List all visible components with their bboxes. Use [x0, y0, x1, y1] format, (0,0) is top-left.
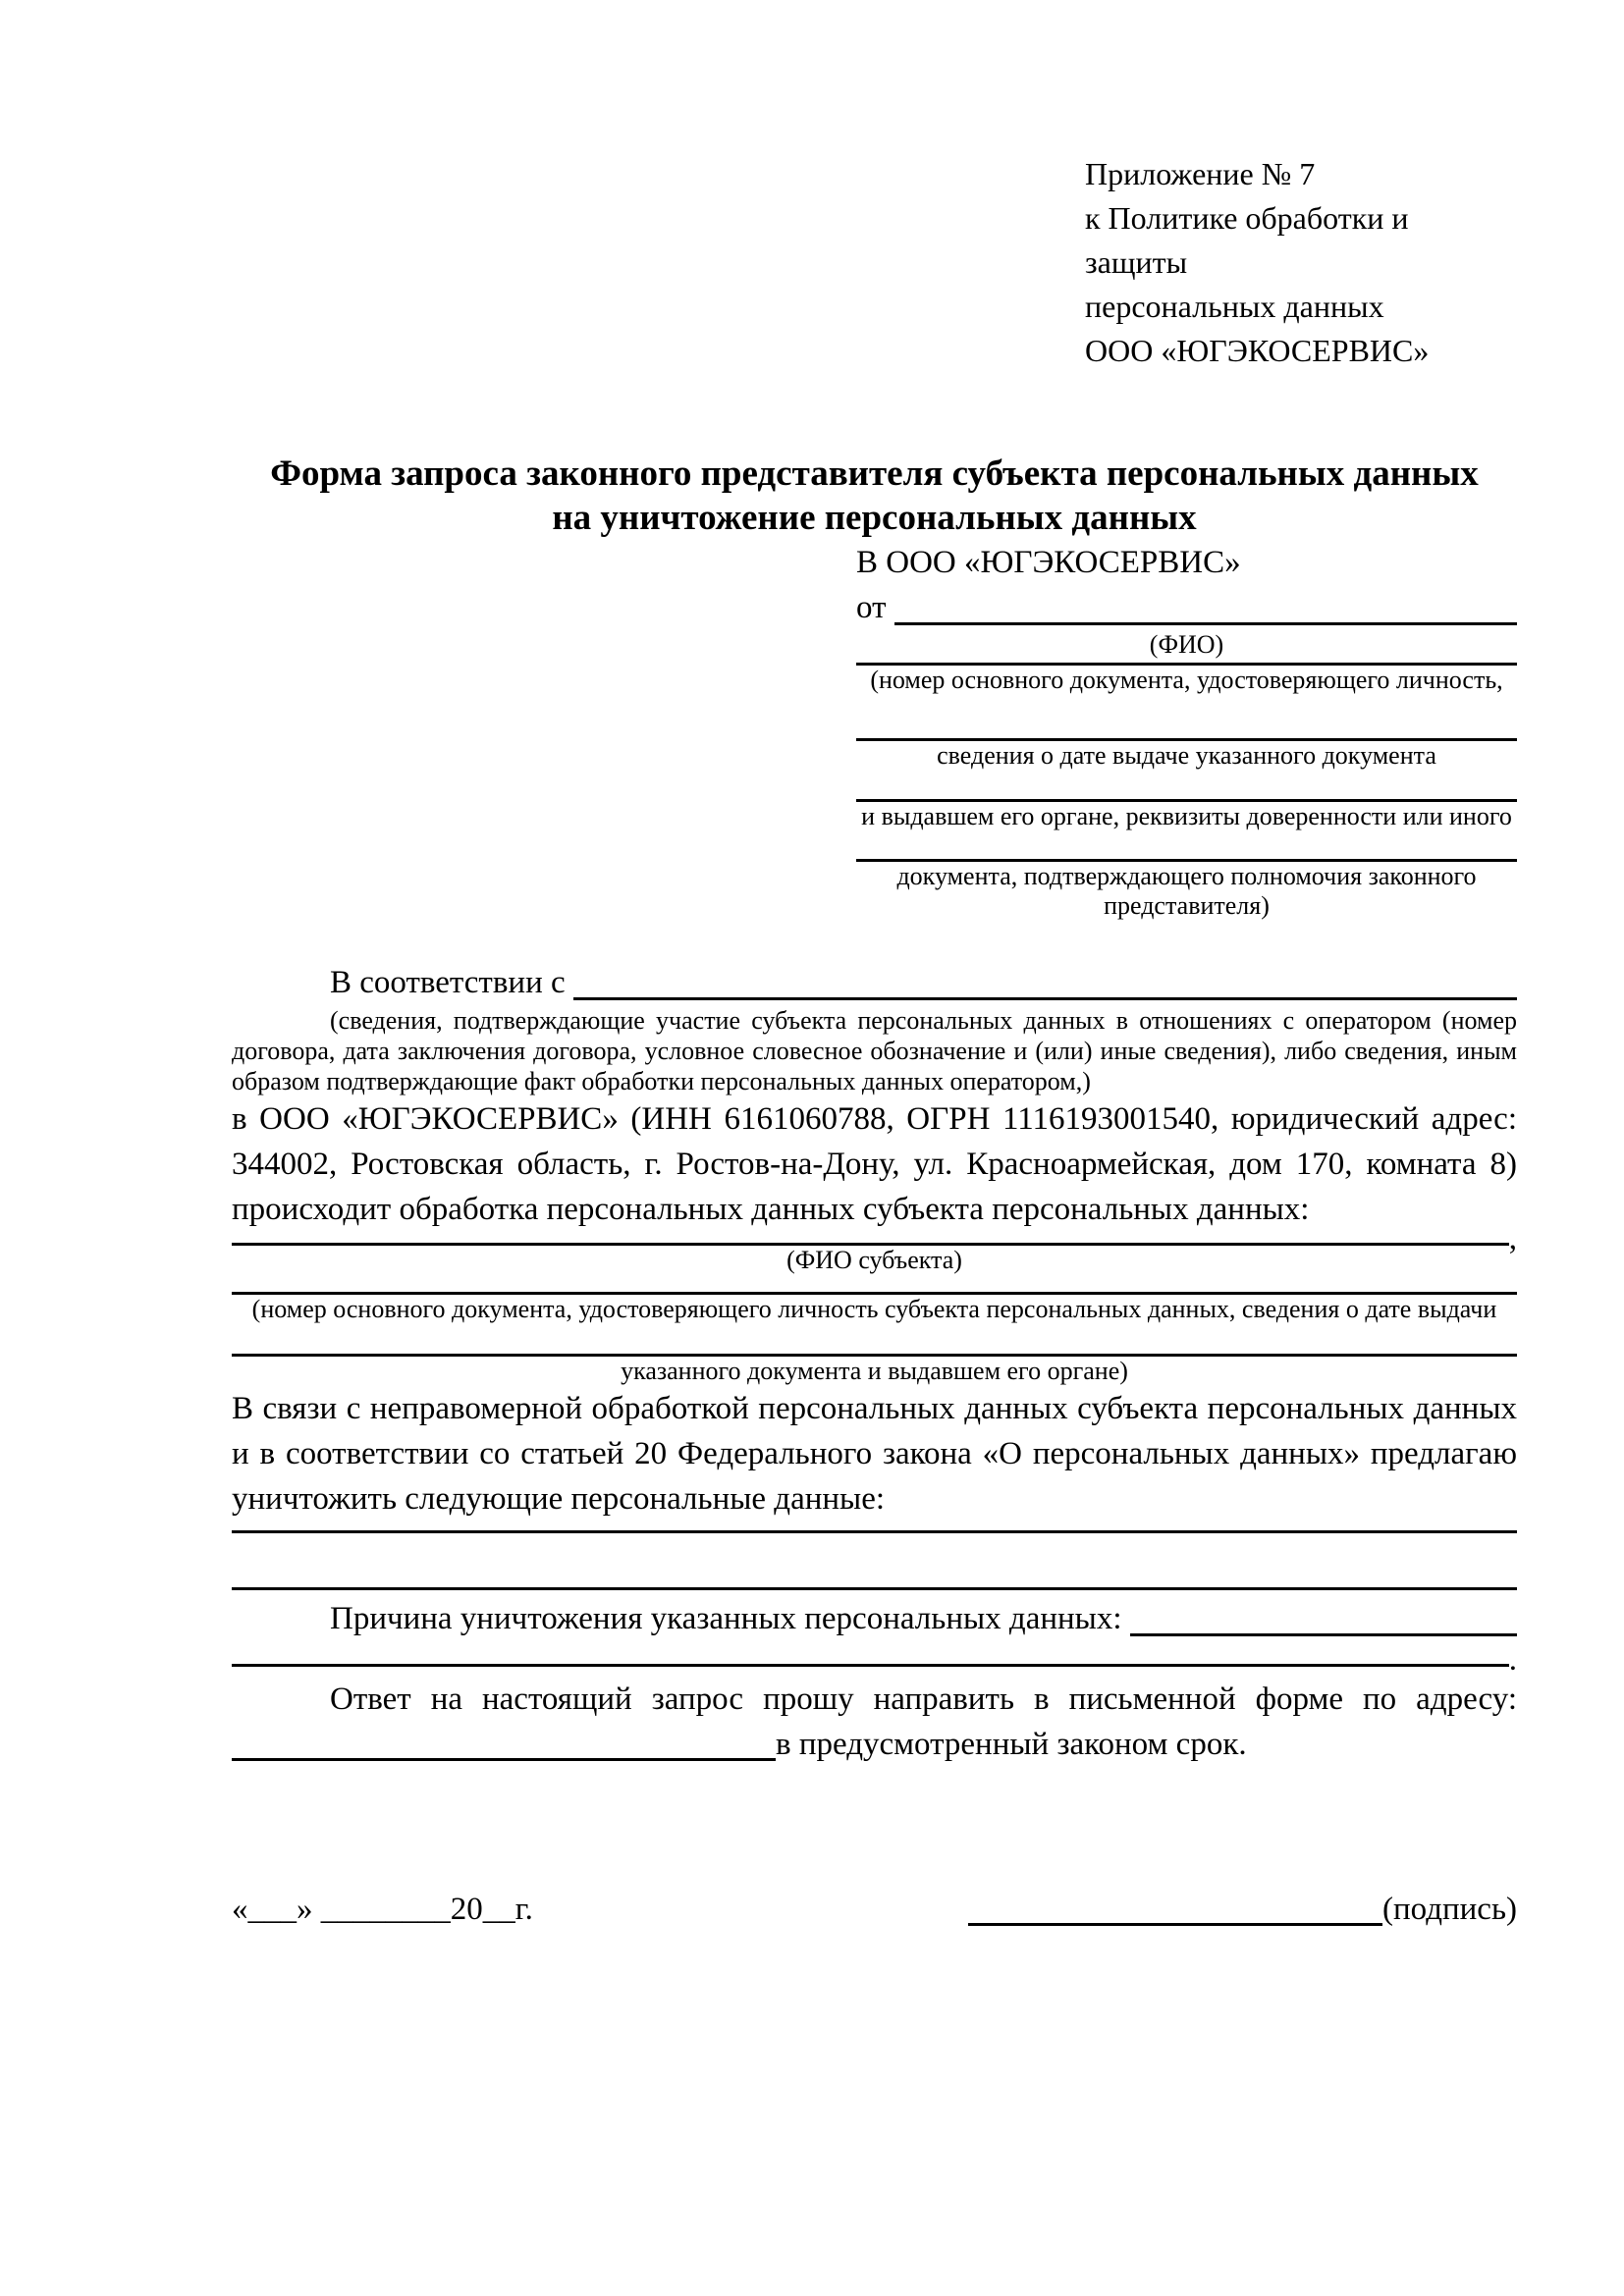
appendix-line: Приложение № 7	[1085, 156, 1316, 191]
subject-fio-caption: (ФИО субъекта)	[786, 1246, 962, 1274]
appendix-line: персональных данных	[1085, 289, 1384, 324]
accordance-row	[232, 960, 1517, 1005]
subject-doc-caption-1: (номер основного документа, удостоверяющего личность субъекта персональных данных, сведения о дате выдачи	[251, 1295, 1497, 1323]
from-label: от	[856, 590, 894, 625]
reason-label: Причина уничтожения указанных персональных данных:	[330, 1601, 1130, 1636]
blank-line	[232, 1527, 1517, 1533]
operator-paragraph: в ООО «ЮГЭКОСЕРВИС» (ИНН 6161060788, ОГРН 1116193001540, юридический адрес: 344002, Ростовская область, г. Ростов-на-Дону, ул. Красноармейская, дом 170, комната 8) происходит обработка персональных данных субъекта персональных данных:	[232, 1101, 1517, 1227]
appendix-block	[1085, 152, 1517, 373]
footer-row	[232, 1887, 1517, 1932]
subject-doc-caption-2: указанного документа и выдавшем его органе)	[621, 1357, 1128, 1385]
addressee-block	[856, 540, 1517, 921]
field-caption: (номер основного документа, удостоверяющего личность,	[870, 666, 1503, 694]
signature-group	[968, 1887, 1517, 1932]
destroy-request-paragraph: В связи с неправомерной обработкой персональных данных субъекта персональных данных и в соответствии со статьей 20 Федерального закона «О персональных данных» предлагаю уничтожить следующие персональные данные:	[232, 1391, 1517, 1517]
reason-continuation-line	[232, 1664, 1509, 1667]
reason-line-period: .	[1508, 1642, 1517, 1678]
reason-continuation-row	[232, 1642, 1517, 1678]
reason-fill-line	[1130, 1633, 1517, 1636]
accordance-fill-line	[573, 997, 1517, 1000]
reply-address-line	[232, 1758, 776, 1761]
reply-tail: в предусмотренный законом срок.	[776, 1727, 1247, 1762]
field-caption: документа, подтверждающего полномочия законного представителя)	[896, 862, 1477, 920]
appendix-line: к Политике обработки и защиты	[1085, 200, 1409, 280]
appendix-line: ООО «ЮГЭКОСЕРВИС»	[1085, 333, 1430, 368]
fio-caption: (ФИО)	[1149, 630, 1224, 659]
reason-row	[232, 1596, 1517, 1641]
reply-address-row	[232, 1722, 1517, 1767]
signature-line	[968, 1923, 1382, 1926]
addressee-to: В ООО «ЮГЭКОСЕРВИС»	[856, 545, 1241, 580]
date-line: «___» ________20__г.	[232, 1892, 533, 1927]
form-title	[232, 452, 1517, 540]
subject-fio-comma: ,	[1508, 1221, 1517, 1256]
accordance-label: В соответствии с	[330, 965, 573, 1000]
reply-paragraph: Ответ на настоящий запрос прошу направить в письменной форме по адресу:	[330, 1682, 1517, 1717]
form-title-line-2: на уничтожение персональных данных	[552, 498, 1197, 538]
signature-caption: (подпись)	[1382, 1892, 1517, 1927]
blank-line	[232, 1584, 1517, 1590]
from-field-row	[856, 585, 1517, 630]
field-caption: и выдавшем его органе, реквизиты доверенности или иного	[861, 802, 1512, 830]
subject-fio-line-row	[232, 1221, 1517, 1256]
accordance-caption: (сведения, подтверждающие участие субъекта персональных данных в отношениях с оператором (номер договора, дата заключения договора, условное словесное обозначение и (или) иные сведения), либо сведения, иным образом подтверждающие факт обработки персональных данных оператором,)	[232, 1006, 1517, 1095]
form-title-line-1: Форма запроса законного представителя субъекта персональных данных	[270, 454, 1479, 494]
from-fill-line	[894, 622, 1517, 625]
field-caption: сведения о дате выдаче указанного документа	[937, 741, 1436, 770]
